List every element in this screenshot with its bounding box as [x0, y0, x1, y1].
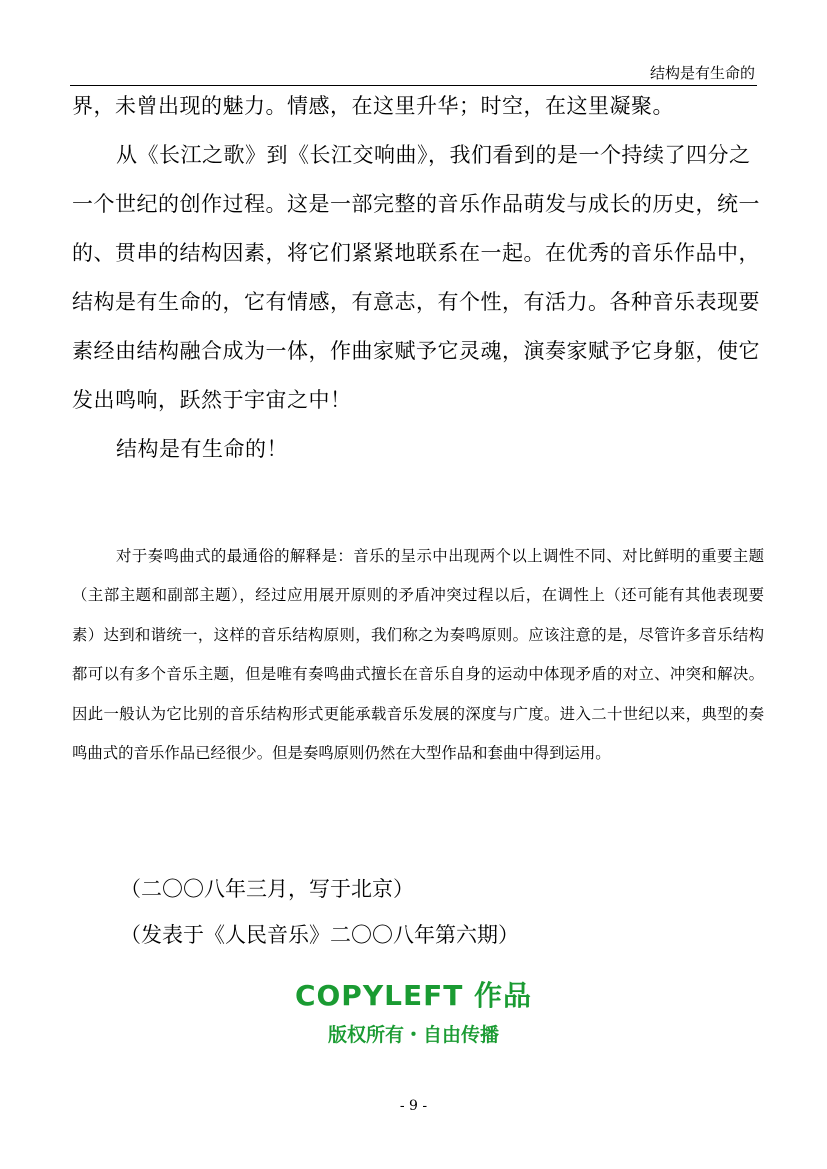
copyleft-notice	[0, 976, 827, 1050]
copyleft-title: COPYLEFT 作品	[294, 979, 533, 1012]
signoff	[120, 866, 519, 958]
paragraph-main: 从《长江之歌》到《长江交响曲》，我们看到的是一个持续了四分之一个世纪的创作过程。这是一部完整的音乐作品萌发与成长的历史，统一的、贯串的结构因素，将它们紧紧地联系在一起。在优秀的音乐作品中，结构是有生命的，它有情感，有意志，有个性，有活力。各种音乐表现要素经由结构融合成为一体，作曲家赋予它灵魂，演奏家赋予它身躯，使它发出鸣响，跃然于宇宙之中！	[72, 143, 760, 412]
running-title: 结构是有生命的	[649, 64, 755, 82]
copyleft-subtitle: 版权所有・自由传播	[327, 1024, 499, 1046]
page-number: - 9 -	[399, 1098, 428, 1114]
publication-line: （发表于《人民音乐》二〇〇八年第六期）	[120, 923, 519, 947]
date-line: （二〇〇八年三月，写于北京）	[120, 877, 414, 901]
main-text	[72, 82, 762, 474]
paragraph-conclusion: 结构是有生命的！	[116, 437, 288, 461]
footnote-sonata-form: 对于奏鸣曲式的最通俗的解释是：音乐的呈示中出现两个以上调性不同、对比鲜明的重要主题（主部主题和副部主题），经过应用展开原则的矛盾冲突过程以后，在调性上（还可能有其他表现要素）达到和谐统一，这样的音乐结构原则，我们称之为奏鸣原则。应该注意的是，尽管许多音乐结构都可以有多个音乐主题，但是唯有奏鸣曲式擅长在音乐自身的运动中体现矛盾的对立、冲突和解决。因此一般认为它比别的音乐结构形式更能承载音乐发展的深度与广度。进入二十世纪以来，典型的奏鸣曲式的音乐作品已经很少。但是奏鸣原则仍然在大型作品和套曲中得到运用。	[72, 547, 764, 763]
paragraph-continuation: 界，未曾出现的魅力。情感，在这里升华；时空，在这里凝聚。	[72, 94, 674, 118]
